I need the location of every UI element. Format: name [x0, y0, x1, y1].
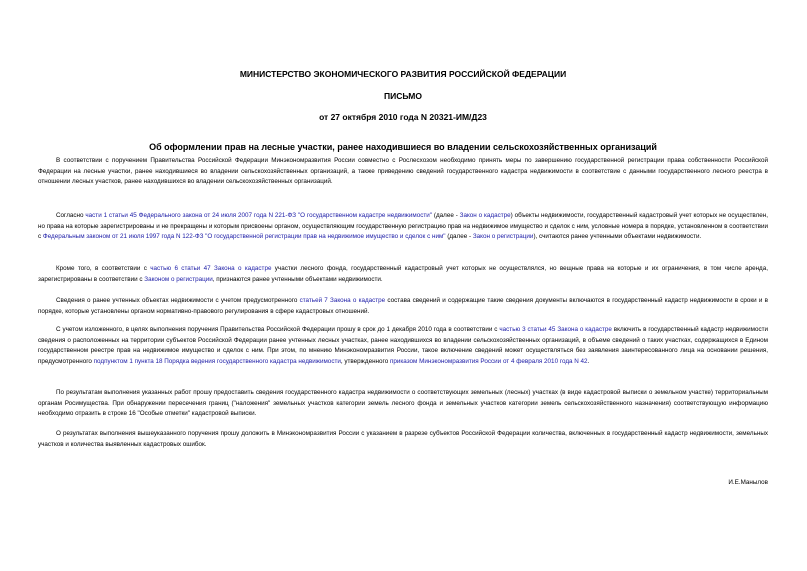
- text: ), считаются ранее учтенными объектами недвижимости.: [533, 233, 702, 241]
- paragraph-7-text: О результатах выполнения вышеуказанного поручения прошу доложить в Минэкономразвития России с указанием в разрезе субъектов Российской Федерации количества, включенных в государственный кадастр недвижимости, земельных участков и количества выявленных кадастровых ошибок.: [38, 430, 768, 448]
- link-part6-article47[interactable]: частью 6 статьи 47 Закона о кадастре: [150, 265, 272, 272]
- paragraph-6-text: По результатам выполнения указанных работ прошу предоставить сведения государственного кадастра недвижимости о соответствующих земельных (лесных) участках (в виде кадастровой выписки о земельном участке) территориальным органам Росимущества. При обнаружении пересечения границ ("наложения" земельных участков категории земель лесного фонда и земельных участков категории земель сельскохозяйственного назначения) соответствующую информацию необходимо отразить в строке 16 "Особые отметки" кадастровой выписки.: [38, 389, 768, 418]
- text: ) объекты недвижимости, государственный кадастровый учет которых не осуществлен, но права на которые зарегистрированы и не прекращены и которым присвоены органом, осуществляющим государственную регистрацию прав на недвижимое имущество и сделок с ним, условные номера в порядке, установленном в соответствии с: [38, 212, 768, 241]
- link-registration-law[interactable]: Законом о регистрации: [144, 275, 213, 283]
- paragraph-1-text: В соответствии с поручением Правительства Российской Федерации Минэкономразвития России совместно с Рослесхозом необходимо принять меры по завершению государственной регистрации права собственности Российской Федерации на лесные участки, ранее находившиеся во владении сельскохозяйственных организаций, а также приведению сведений государственного кадастра недвижимости в соответствие с данными государственного лесного реестра в отношении лесных участков, ранее находившихся во владении сельскохозяйственных организаций.: [38, 157, 768, 186]
- text: (далее -: [445, 233, 473, 241]
- text: включить в государственный кадастр недвижимости сведения о расположенных на территории субъектов Российской Федерации ранее учтенных лесных участках, ранее находившихся во владении сельскохозяйственных организаций, в объеме сведений о таких участках, содержащихся в Едином государственном реестре прав на недвижимое имущество и сделок с ним. При этом, по мнению Минэкономразвития России, такое включение сведений может осуществляться без заявления заинтересованного лица на основании решения, предусмотренного: [38, 326, 768, 365]
- document-date-number: от 27 октября 2010 года N 20321-ИМ/Д23: [319, 112, 487, 122]
- text: , признаются ранее учтенными объектами недвижимости.: [212, 275, 383, 283]
- paragraph-5: [38, 325, 768, 367]
- link-subpoint1-point18[interactable]: подпунктом 1 пункта 18 Порядка ведения государственного кадастра недвижимости: [93, 357, 341, 365]
- text: , утвержденного: [340, 357, 390, 365]
- link-federal-law-221[interactable]: части 1 статьи 45 Федерального закона от 24 июля 2007 года N 221-ФЗ "О государственном кадастре недвижимости": [85, 212, 433, 219]
- text: С учетом изложенного, в целях выполнения поручения Правительства Российской Федерации прошу в срок до 1 декабря 2010 года в соответствии с: [56, 326, 500, 333]
- text: (далее -: [432, 212, 460, 219]
- document-type: ПИСЬМО: [384, 91, 422, 101]
- paragraph-3: [38, 264, 768, 285]
- paragraph-2: [38, 211, 768, 243]
- paragraph-6: [38, 388, 768, 420]
- link-article7[interactable]: статьей 7 Закона о кадастре: [299, 297, 386, 304]
- text: участки лесного фонда, государственный кадастровый учет которых не осуществлялся, но вещные права на которые и их ограничения, в том числе аренда, зарегистрированы в соответствии с: [38, 265, 768, 283]
- link-registration-law[interactable]: Закон о регистрации: [472, 233, 534, 241]
- text: Согласно: [56, 212, 86, 219]
- link-cadastre-law[interactable]: Закон о кадастре: [459, 212, 511, 219]
- paragraph-7: [38, 429, 768, 450]
- link-federal-law-122[interactable]: Федеральным законом от 21 июля 1997 года N 122-ФЗ "О государственной регистрации прав на недвижимое имущество и сделок с ним": [42, 233, 446, 241]
- paragraph-1: [38, 156, 768, 188]
- text: .: [587, 357, 590, 365]
- text: состава сведений и содержащие такие сведения документы включаются в государственный кадастр недвижимости в сроки и в порядке, которые установлены органом нормативно-правового регулирования в сфере кадастровых отношений.: [38, 297, 768, 315]
- signature: И.Е.Манылов: [728, 479, 768, 486]
- text: Сведения о ранее учтенных объектах недвижимости с учетом предусмотренного: [56, 297, 300, 304]
- text: Кроме того, в соответствии с: [56, 265, 151, 272]
- paragraph-4: [38, 296, 768, 317]
- ministry-title: МИНИСТЕРСТВО ЭКОНОМИЧЕСКОГО РАЗВИТИЯ РОССИЙСКОЙ ФЕДЕРАЦИИ: [239, 69, 567, 79]
- document-subject: Об оформлении прав на лесные участки, ранее находившиеся во владении сельскохозяйственных организаций: [149, 142, 657, 152]
- link-order-42[interactable]: приказом Минэкономразвития России от 4 февраля 2010 года N 42: [389, 357, 588, 365]
- link-part3-article45[interactable]: частью 3 статьи 45 Закона о кадастре: [499, 326, 612, 333]
